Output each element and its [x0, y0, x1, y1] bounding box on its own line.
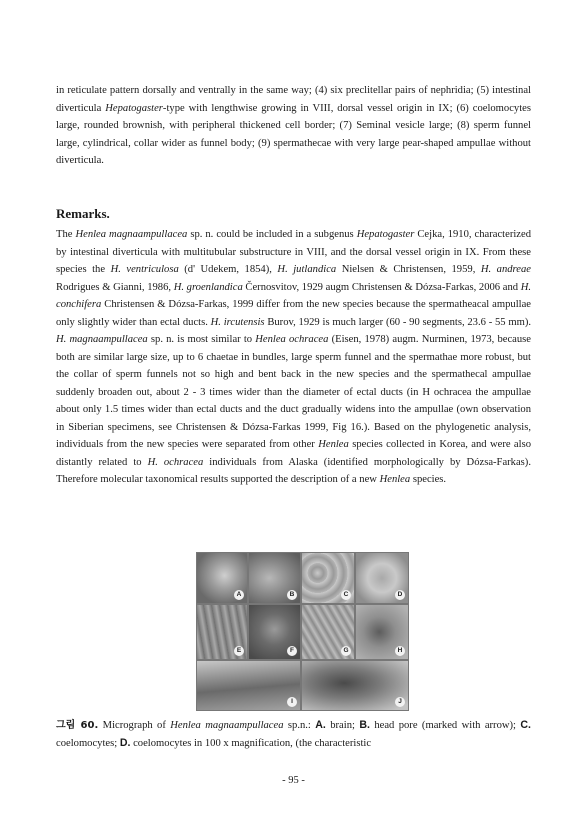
body-paragraph-diagnosis: in reticulate pattern dorsally and ventrally in the same way; (4) six preclitellar pairs of nephridia; (5) intestinal diverticula Hepatogaster-type with lengthwise growing in VIII, dorsal vessel origin in IX; (6) coelomocytes large, rounded brownish, with peripheral thickened cell border; (7) Seminal vesicle large; (8) sperm funnel large, cylindrical, collar wider as funnel body; (9) spermathecae with very large pear-shaped ampullae without diverticula.: [56, 85, 531, 166]
panel-label: F: [287, 646, 297, 656]
section-heading-remarks: Remarks.: [56, 206, 110, 221]
micrograph-panel-e: [196, 604, 248, 660]
panel-label: D: [395, 590, 405, 600]
micrograph-panel-c: [301, 552, 355, 604]
micrograph-panel-f: [248, 604, 301, 660]
panel-label: H: [395, 646, 405, 656]
micrograph-panel-a: [196, 552, 248, 604]
panel-label: I: [287, 697, 297, 707]
micrograph-panel-g: [301, 604, 355, 660]
micrograph-panel-d: [355, 552, 409, 604]
panel-label: E: [234, 646, 244, 656]
panel-label: J: [395, 697, 405, 707]
body-paragraph-remarks: The Henlea magnaampullacea sp. n. could be included in a subgenus Hepatogaster Cejka, 1910, characterized by intestinal diverticula with multitubular substructure in VIII, and the dorsal vessel origin in IX. From these species the H. ventriculosa (d' Udekem, 1854), H. jutlandica Nielsen & Christensen, 1959, H. andreae Rodrigues & Gianni, 1986, H. groenlandica Černosvitov, 1929 augm Christensen & Dózsa-Farkas, 2006 and H. conchifera Christensen & Dózsa-Farkas, 1999 differ from the new species because the spermatheacal ampullae only slightly wider than ectal ducts. H. ircutensis Burov, 1929 is much larger (60 - 90 segments, 23.6 - 55 mm). H. magnaampullacea sp. n. is most similar to Henlea ochracea (Eisen, 1978) augm. Nurminen, 1973, because both are similar large size, up to 6 chaetae in bundles, large sperm funnel and the spermathae more robust, but the collar of sperm funnels not so high and bent back in the new species and the spermathecal ampullae suddenly broaden out, about 2 - 3 times wider than the diameter of ectal ducts (in H ochracea the ampullae about only 1.5 times wider than ectal ducts and the duct gradually widens into the ampullae (own observation in Siberian specimens, see Christensen & Dózsa-Farkas 1999, Fig 16.). Based on the phylogenetic analysis, individuals from the new species were separated from other Henlea species collected in Korea, and were also distantly related to H. ochracea individuals from Alaska (identified morphologically by Dózsa-Farkas). Therefore molecular taxonomical results supported the description of a new Henlea species.: [56, 229, 532, 485]
panel-label: B: [287, 590, 297, 600]
figure-caption: 그림 60. Micrograph of Henlea magnaampullacea sp.n.: A. brain; B. head pore (marked with arrow); C. coelomocytes; D. coelomocytes in 100 x magnification, (the characteristic: [56, 719, 531, 749]
micrograph-figure: [196, 552, 407, 709]
micrograph-panel-i: [196, 660, 301, 711]
panel-label: A: [234, 590, 244, 600]
panel-label: C: [341, 590, 351, 600]
page-number: - 95 -: [282, 775, 305, 786]
micrograph-panel-h: [355, 604, 409, 660]
panel-label: G: [341, 646, 351, 656]
micrograph-panel-b: [248, 552, 301, 604]
micrograph-panel-j: [301, 660, 409, 711]
